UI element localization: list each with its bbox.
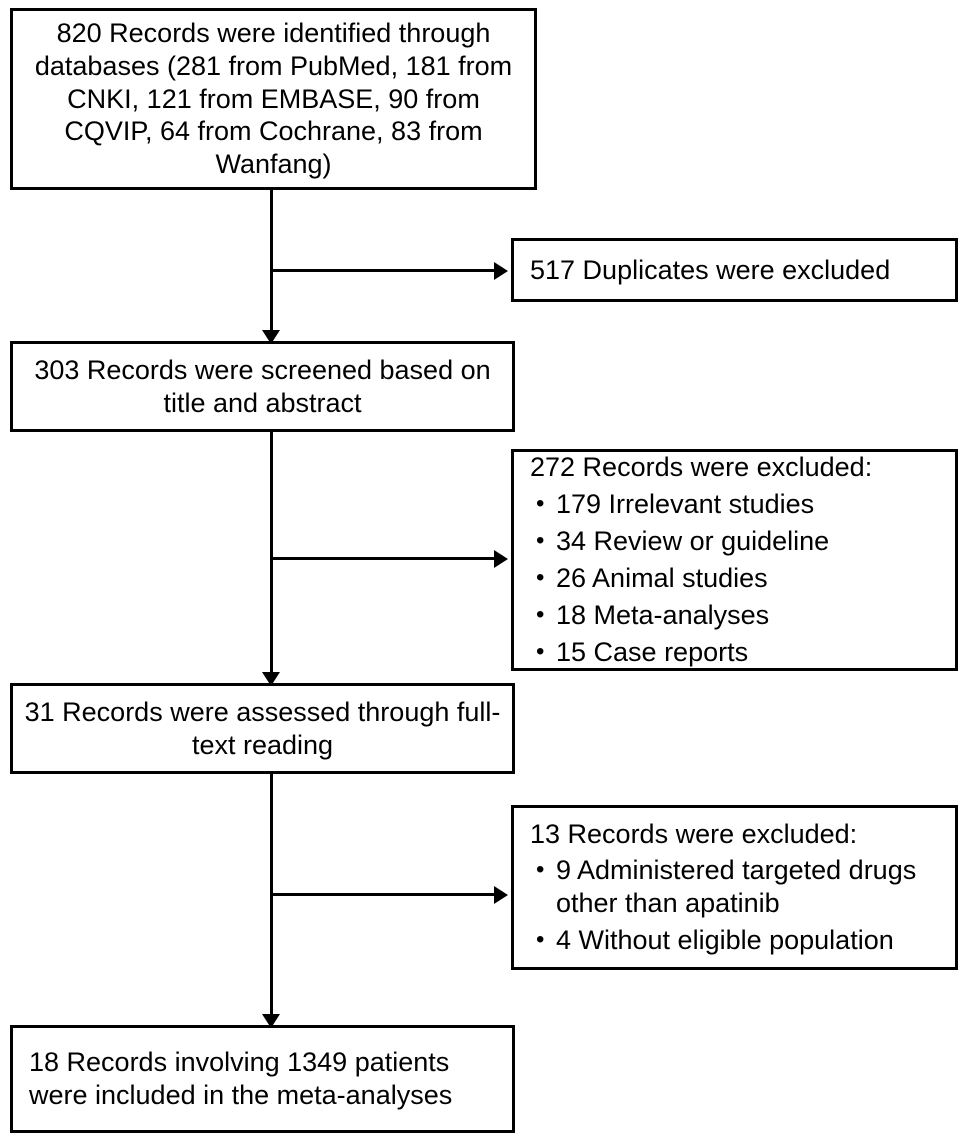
node-fulltext-assessed: [10, 683, 515, 774]
list-item: [530, 854, 945, 920]
arrowhead-to-duplicates: [494, 262, 508, 280]
node-duplicates-excluded: [511, 238, 958, 302]
arrowhead-to-fulltext-exclusions: [494, 886, 508, 904]
node-screened-text: 303 Records were screened based on title and abstract: [34, 354, 491, 418]
list-item: [530, 488, 945, 521]
list-item-label: 26 Animal studies: [556, 562, 768, 593]
list-item-label: 4 Without eligible population: [556, 925, 894, 956]
bullet-icon: •: [536, 600, 545, 628]
list-item: [530, 599, 945, 632]
connector-to-screen-exclusions: [270, 557, 495, 560]
node-included-text: 18 Records involving 1349 patients were included in the meta-analyses: [29, 1047, 453, 1110]
list-item-label: 34 Review or guideline: [556, 525, 830, 556]
connector-to-duplicates: [270, 269, 495, 272]
bullet-icon: •: [536, 926, 545, 954]
list-item: [530, 636, 945, 669]
bullet-icon: •: [536, 489, 545, 517]
screen-exclusions-list: [530, 488, 945, 669]
node-duplicates-excluded-text: 517 Duplicates were excluded: [530, 254, 891, 285]
list-item-label: 18 Meta-analyses: [556, 599, 770, 630]
connector-fulltext-to-included: [270, 774, 273, 1022]
fulltext-exclusions-list: [530, 854, 945, 957]
node-screen-exclusions-title: 272 Records were excluded:: [530, 452, 873, 483]
connector-to-fulltext-exclusions: [270, 893, 495, 896]
list-item-label: 179 Irrelevant studies: [556, 488, 815, 519]
connector-identification-to-screened: [270, 190, 273, 338]
bullet-icon: •: [536, 637, 545, 665]
node-screened: [10, 341, 515, 432]
node-screen-exclusions: [511, 449, 958, 671]
bullet-icon: •: [536, 526, 545, 554]
bullet-icon: •: [536, 563, 545, 591]
node-fulltext-exclusions-title: 13 Records were excluded:: [530, 818, 858, 849]
node-fulltext-exclusions: [511, 805, 958, 970]
list-item: [530, 562, 945, 595]
node-included: [10, 1025, 515, 1133]
list-item: [530, 525, 945, 558]
list-item-label: 15 Case reports: [556, 636, 749, 667]
node-fulltext-assessed-text: 31 Records were assessed through full-text reading: [24, 696, 501, 760]
list-item: [530, 924, 945, 957]
bullet-icon: •: [536, 856, 545, 884]
arrowhead-to-screen-exclusions: [494, 550, 508, 568]
list-item-label: 9 Administered targeted drugs other than apatinib: [556, 855, 917, 919]
node-identification: [10, 8, 537, 190]
connector-screened-to-fulltext: [270, 432, 273, 680]
node-identification-text: 820 Records were identified through databases (281 from PubMed, 181 from CNKI, 121 from EMBASE, 90 from CQVIP, 64 from Cochrane, 83 from Wanfang): [34, 17, 513, 180]
